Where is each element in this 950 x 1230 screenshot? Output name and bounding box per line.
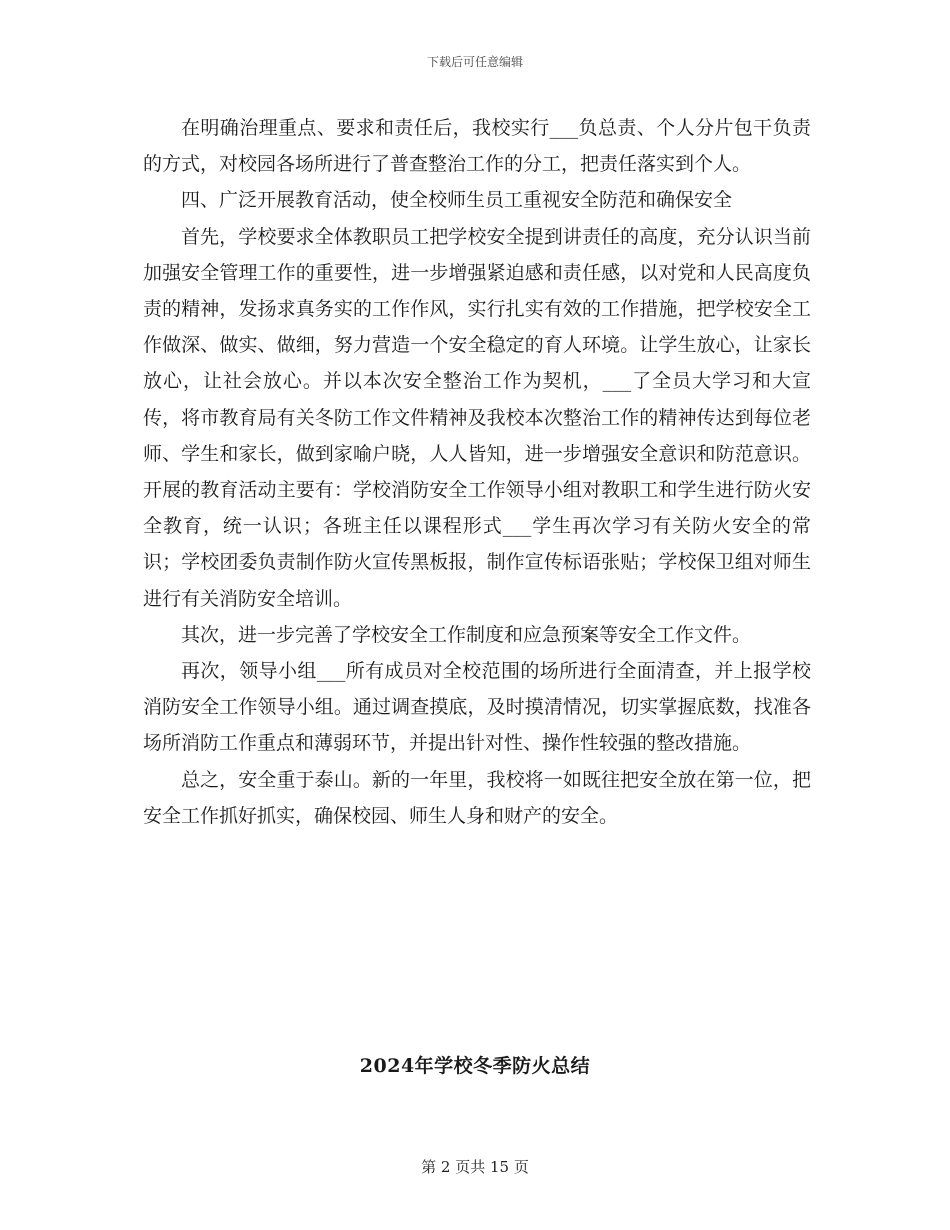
page-footer: 第 2 页共 15 页 [421,1158,529,1176]
section-title: 2024年学校冬季防火总结 [359,1055,591,1077]
section-heading-education: 四、广泛开展教育活动，使全校师生员工重视安全防范和确保安全 [181,189,733,212]
paragraph-responsibility: 在明确治理重点、要求和责任后，我校实行___负总责、个人分片包干负责的方式，对校园各场所进行了普查整治工作的分工，把责任落实到个人。 [143,117,811,176]
paragraph-conclusion: 总之，安全重于泰山。新的一年里，我校将一如既往把安全放在第一位，把安全工作抓好抓实，确保校园、师生人身和财产的安全。 [143,768,811,827]
page-header: 下载后可任意编辑 [426,55,523,69]
paragraph-third: 再次，领导小组___所有成员对全校范围的场所进行全面清查，并上报学校消防安全工作领导小组。通过调查摸底，及时摸清情况，切实掌握底数，找准各场所消防工作重点和薄弱环节，并提出针对性、操作性较强的整改措施。 [143,660,811,755]
paragraph-first: 首先，学校要求全体教职员工把学校安全提到讲责任的高度，充分认识当前加强安全管理工作的重要性，进一步增强紧迫感和责任感，以对党和人民高度负责的精神，发扬求真务实的工作作风，实行扎实有效的工作措施，把学校安全工作做深、做实、做细，努力营造一个安全稳定的育人环境。让学生放心，让家长放心，让社会放心。并以本次安全整治工作为契机，___了全员大学习和大宣传，将市教育局有关冬防工作文件精神及我校本次整治工作的精神传达到每位老师、学生和家长，做到家喻户晓，人人皆知，进一步增强安全意识和防范意识。开展的教育活动主要有：学校消防安全工作领导小组对教职工和学生进行防火安全教育，统一认识；各班主任以课程形式___学生再次学习有关防火安全的常识；学校团委负责制作防火宣传黑板报，制作宣传标语张贴；学校保卫组对师生进行有关消防安全培训。 [143,225,811,610]
paragraph-second: 其次，进一步完善了学校安全工作制度和应急预案等安全工作文件。 [181,623,752,646]
document-body [143,110,811,834]
